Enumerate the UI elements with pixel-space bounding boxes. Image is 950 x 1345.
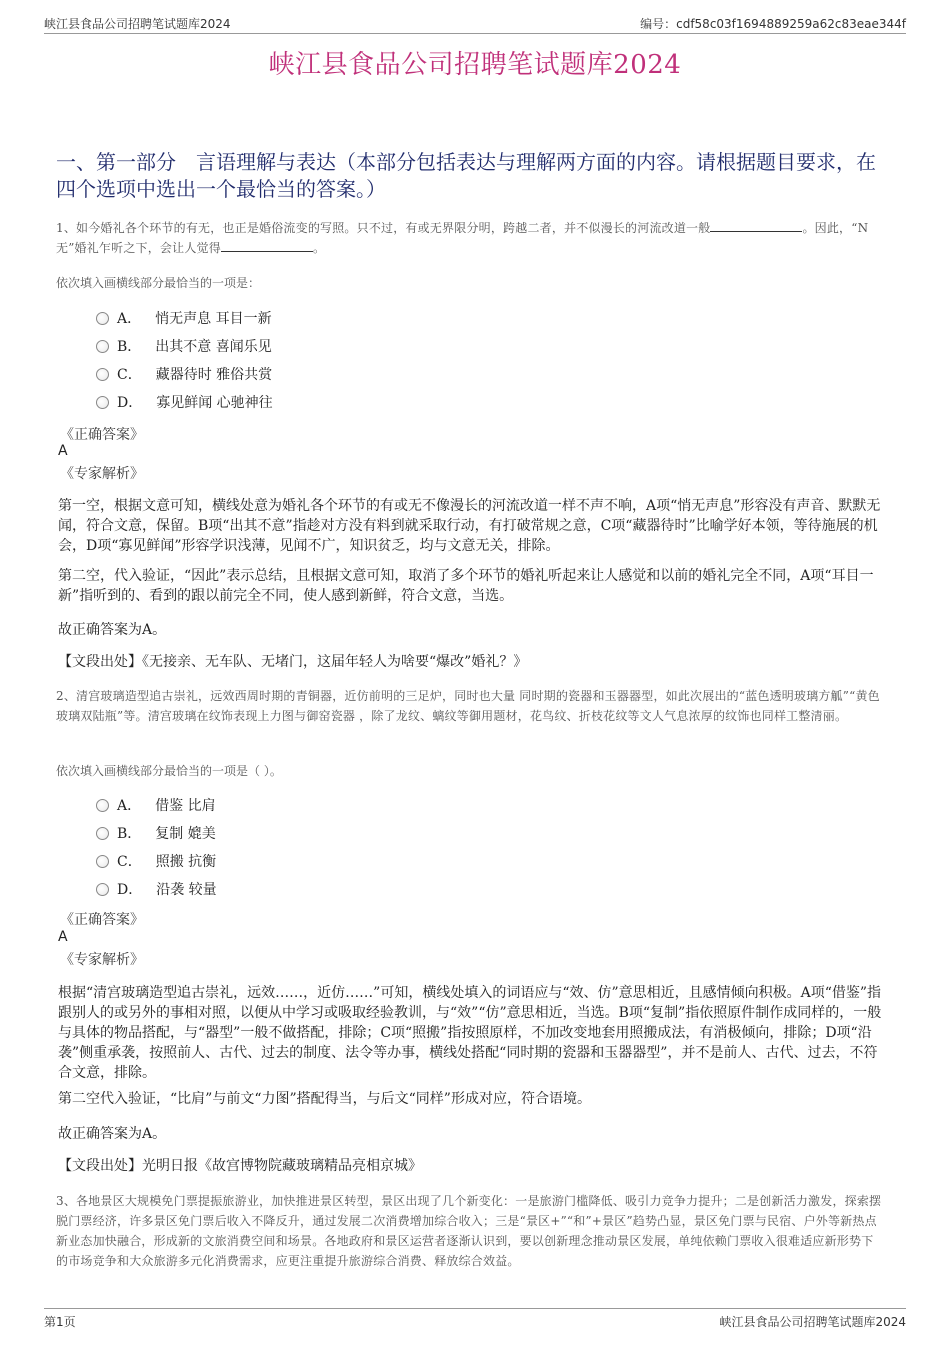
q1-option-a[interactable]: A． 悄无声息 耳目一新 bbox=[96, 309, 272, 329]
question-2-prompt: 依次填入画横线部分最恰当的一项是（ ）。 bbox=[56, 764, 282, 778]
q2-option-d[interactable]: D． 沿袭 较量 bbox=[96, 880, 217, 900]
q1-answer: A bbox=[58, 443, 68, 459]
q1-source: 【文段出处】《无接亲、无车队、无堵门，这届年轻人为啥要“爆改”婚礼？》 bbox=[58, 654, 528, 670]
q1-option-c[interactable]: C． 藏器待时 雅俗共赏 bbox=[96, 365, 272, 385]
radio-icon[interactable] bbox=[96, 368, 109, 381]
radio-icon[interactable] bbox=[96, 312, 109, 325]
page-title: 峡江县食品公司招聘笔试题库2024 bbox=[268, 50, 682, 80]
q2-analysis-2: 第二空代入验证，“比肩”与前文“力图”搭配得当，与后文“同样”形成对应，符合语境。 bbox=[58, 1091, 591, 1107]
radio-icon[interactable] bbox=[96, 827, 109, 840]
q1-analysis-1: 第一空，根据文意可知，横线处意为婚礼各个环节的有或无不像漫长的河流改道一样不声不响，A项“悄无声息”形容没有声音、默默无闻，符合文意，保留。B项“出其不意”指趁对方没有料到就采取行动，有打破常规之意，C项“藏器待时”比喻学好本领，等待施展的机会，D项“寡见鲜闻”形容学识浅薄，见闻不广，知识贫乏，均与文意无关，排除。 bbox=[58, 498, 881, 554]
q2-source: 【文段出处】光明日报《故宫博物院藏玻璃精品亮相京城》 bbox=[58, 1158, 422, 1174]
q1-conclusion: 故正确答案为A。 bbox=[58, 622, 167, 638]
question-2-stem: 2、清宫玻璃造型追古崇礼，远效西周时期的青铜器，近仿前明的三足炉，同时也大量 同时期的瓷器和玉器器型，如此次展出的“蓝色透明玻璃方觚”“黄色玻璃双陆瓶”等。清宫玻璃在纹饰表现上力图与御窑瓷器 ，除了龙纹、螭纹等御用题材，花鸟纹、折枝花纹等文人气息浓厚的纹饰也同样工整清丽。 bbox=[56, 689, 880, 723]
q1-analysis-2: 第二空，代入验证，“因此”表示总结，且根据文意可知，取消了多个环节的婚礼听起来让人感觉和以前的婚礼完全不同，A项“耳目一新”指听到的、看到的跟以前完全不同，使人感到新鲜，符合文意，当选。 bbox=[58, 568, 874, 604]
q1-option-b[interactable]: B． 出其不意 喜闻乐见 bbox=[96, 337, 272, 357]
section-title: 一、第一部分 言语理解与表达（本部分包括表达与理解两方面的内容。请根据题目要求，在四个选项中选出一个最恰当的答案。） bbox=[56, 150, 876, 201]
q2-analysis-1: 根据“清宫玻璃造型追古崇礼，远效……，近仿……”可知，横线处填入的词语应与“效、仿”意思相近，且感情倾向积极。A项“借鉴”指跟别人的或另外的事相对照，以便从中学习或吸取经验教训，与“效”“仿”意思相近，当选。B项“复制”指依照原件制作成同样的，一般与具体的物品搭配，与“器型”一般不做搭配，排除；C项“照搬”指按照原样，不加改变地套用照搬成法，有消极倾向，排除；D项“沿袭”侧重承袭，按照前人、古代、过去的制度、法令等办事，横线处搭配“同时期的瓷器和玉器器型”，并不是前人、古代、过去，不符合文意，排除。 bbox=[58, 985, 882, 1081]
radio-icon[interactable] bbox=[96, 883, 109, 896]
q2-conclusion: 故正确答案为A。 bbox=[58, 1126, 167, 1142]
footer-doc-title: 峡江县食品公司招聘笔试题库2024 bbox=[719, 1315, 906, 1329]
radio-icon[interactable] bbox=[96, 799, 109, 812]
page-header bbox=[44, 13, 906, 34]
q2-option-a[interactable]: A． 借鉴 比肩 bbox=[96, 796, 216, 816]
question-1-prompt: 依次填入画横线部分最恰当的一项是： bbox=[56, 276, 261, 290]
page-footer bbox=[44, 1308, 906, 1329]
question-3-stem: 3、各地景区大规模免门票提振旅游业，加快推进景区转型，景区出现了几个新变化：一是旅游门槛降低、吸引力竞争力提升；二是创新活力激发，探索摆脱门票经济，许多景区免门票后收入不降反升，通过发展二次消费增加综合收入；三是“景区+”“和”+景区”趋势凸显，景区免门票与民宿、户外等新热点新业态加快融合，形成新的文旅消费空间和场景。各地政府和景区运营者逐渐认识到，要以创新理念推动景区发展，单纯依赖门票收入很难适应新形势下的市场竞争和大众旅游多元化消费需求，应更注重提升旅游综合消费、释放综合效益。 bbox=[56, 1194, 882, 1268]
radio-icon[interactable] bbox=[96, 396, 109, 409]
q1-correct-answer-label: 《正确答案》 bbox=[60, 427, 144, 443]
radio-icon[interactable] bbox=[96, 855, 109, 868]
blank-line bbox=[710, 219, 802, 232]
question-1-stem: 1、如今婚礼各个环节的有无，也正是婚俗流变的写照。只不过，有或无界限分明，跨越二者，并不似漫长的河流改道一般 。因此，“N无”婚礼乍听之下，会让人觉得 。 bbox=[56, 221, 869, 255]
radio-icon[interactable] bbox=[96, 340, 109, 353]
q2-correct-answer-label: 《正确答案》 bbox=[60, 912, 144, 928]
q1-option-d[interactable]: D． 寡见鲜闻 心驰神往 bbox=[96, 393, 273, 413]
q2-option-c[interactable]: C． 照搬 抗衡 bbox=[96, 852, 216, 872]
footer-page-number: 第1页 bbox=[44, 1315, 76, 1329]
blank-line bbox=[221, 239, 313, 252]
header-doc-title: 峡江县食品公司招聘笔试题库2024 bbox=[44, 17, 231, 31]
header-doc-code: 编号：cdf58c03f1694889259a62c83eae344f bbox=[640, 17, 906, 31]
q2-option-b[interactable]: B． 复制 媲美 bbox=[96, 824, 216, 844]
q1-expert-analysis-label: 《专家解析》 bbox=[60, 466, 144, 482]
q2-answer: A bbox=[58, 929, 68, 945]
q2-expert-analysis-label: 《专家解析》 bbox=[60, 952, 144, 968]
